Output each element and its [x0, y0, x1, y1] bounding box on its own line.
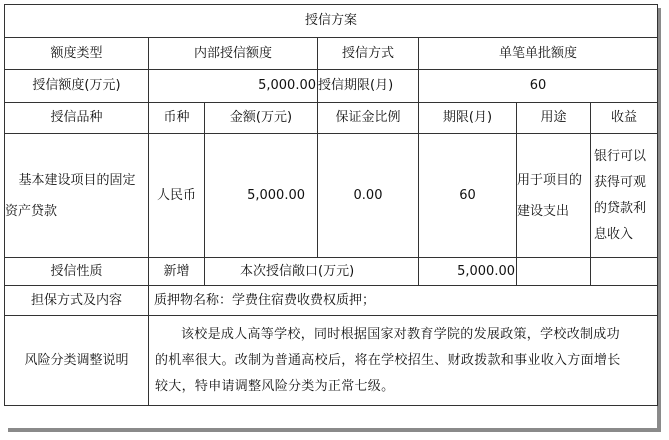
- label-risk-adjustment: 风险分类调整说明: [5, 316, 149, 406]
- label-exposure: 本次授信敞口(万元): [205, 258, 419, 286]
- credit-plan-table: [4, 4, 658, 406]
- product-amount: 5,000.00: [205, 134, 318, 258]
- product-income-cell: [591, 134, 658, 258]
- header-product: 授信品种: [5, 103, 149, 134]
- product-income-line3: 的贷款利: [594, 200, 647, 216]
- product-name-line2: 资产贷款: [5, 203, 58, 219]
- label-guarantee: 担保方式及内容: [5, 286, 149, 316]
- header-currency: 币种: [149, 103, 205, 134]
- label-credit-method: 授信方式: [318, 38, 419, 70]
- value-credit-nature: 新增: [149, 258, 205, 286]
- value-exposure: 5,000.00: [419, 258, 517, 286]
- empty-cell-use: [517, 258, 591, 286]
- value-credit-type: 内部授信额度: [149, 38, 318, 70]
- table-title: 授信方案: [5, 5, 658, 38]
- risk-adjustment-text: [149, 316, 658, 406]
- product-income-line1: 银行可以: [594, 148, 647, 164]
- product-name-line1: 基本建设项目的固定: [18, 172, 136, 188]
- header-use: 用途: [517, 103, 591, 134]
- product-use-line2: 建设支出: [517, 203, 570, 219]
- risk-text-line2: 的机率很大。改制为普通高校后，将在学校招生、财政拨款和事业收入方面增长: [155, 352, 621, 368]
- frame-shadow-bottom: [8, 428, 661, 432]
- value-guarantee: 质押物名称：学费住宿费收费权质押；: [149, 286, 658, 316]
- product-currency: 人民币: [149, 134, 205, 258]
- empty-cell-income: [591, 258, 658, 286]
- product-term: 60: [419, 134, 517, 258]
- product-name-cell: [5, 134, 149, 258]
- header-margin: 保证金比例: [318, 103, 419, 134]
- product-income-line4: 息收入: [594, 226, 634, 242]
- risk-text-line1: 该校是成人高等学校，同时根据国家对教育学院的发展政策，学校改制成功: [181, 326, 620, 342]
- value-credit-amount: 5,000.00: [149, 70, 318, 103]
- product-income-line2: 获得可观: [594, 174, 647, 190]
- header-income: 收益: [591, 103, 658, 134]
- product-margin: 0.00: [318, 134, 419, 258]
- label-credit-type: 额度类型: [5, 38, 149, 70]
- label-credit-nature: 授信性质: [5, 258, 149, 286]
- risk-text-line3: 较大，特申请调整风险分类为正常七级。: [155, 378, 395, 394]
- value-credit-method: 单笔单批额度: [419, 38, 658, 70]
- product-use-cell: [517, 134, 591, 258]
- product-use-line1: 用于项目的: [517, 172, 583, 188]
- header-amount: 金额(万元): [205, 103, 318, 134]
- label-credit-term: 授信期限(月): [318, 70, 419, 103]
- label-credit-amount: 授信额度(万元): [5, 70, 149, 103]
- header-term: 期限(月): [419, 103, 517, 134]
- value-credit-term: 60: [419, 70, 658, 103]
